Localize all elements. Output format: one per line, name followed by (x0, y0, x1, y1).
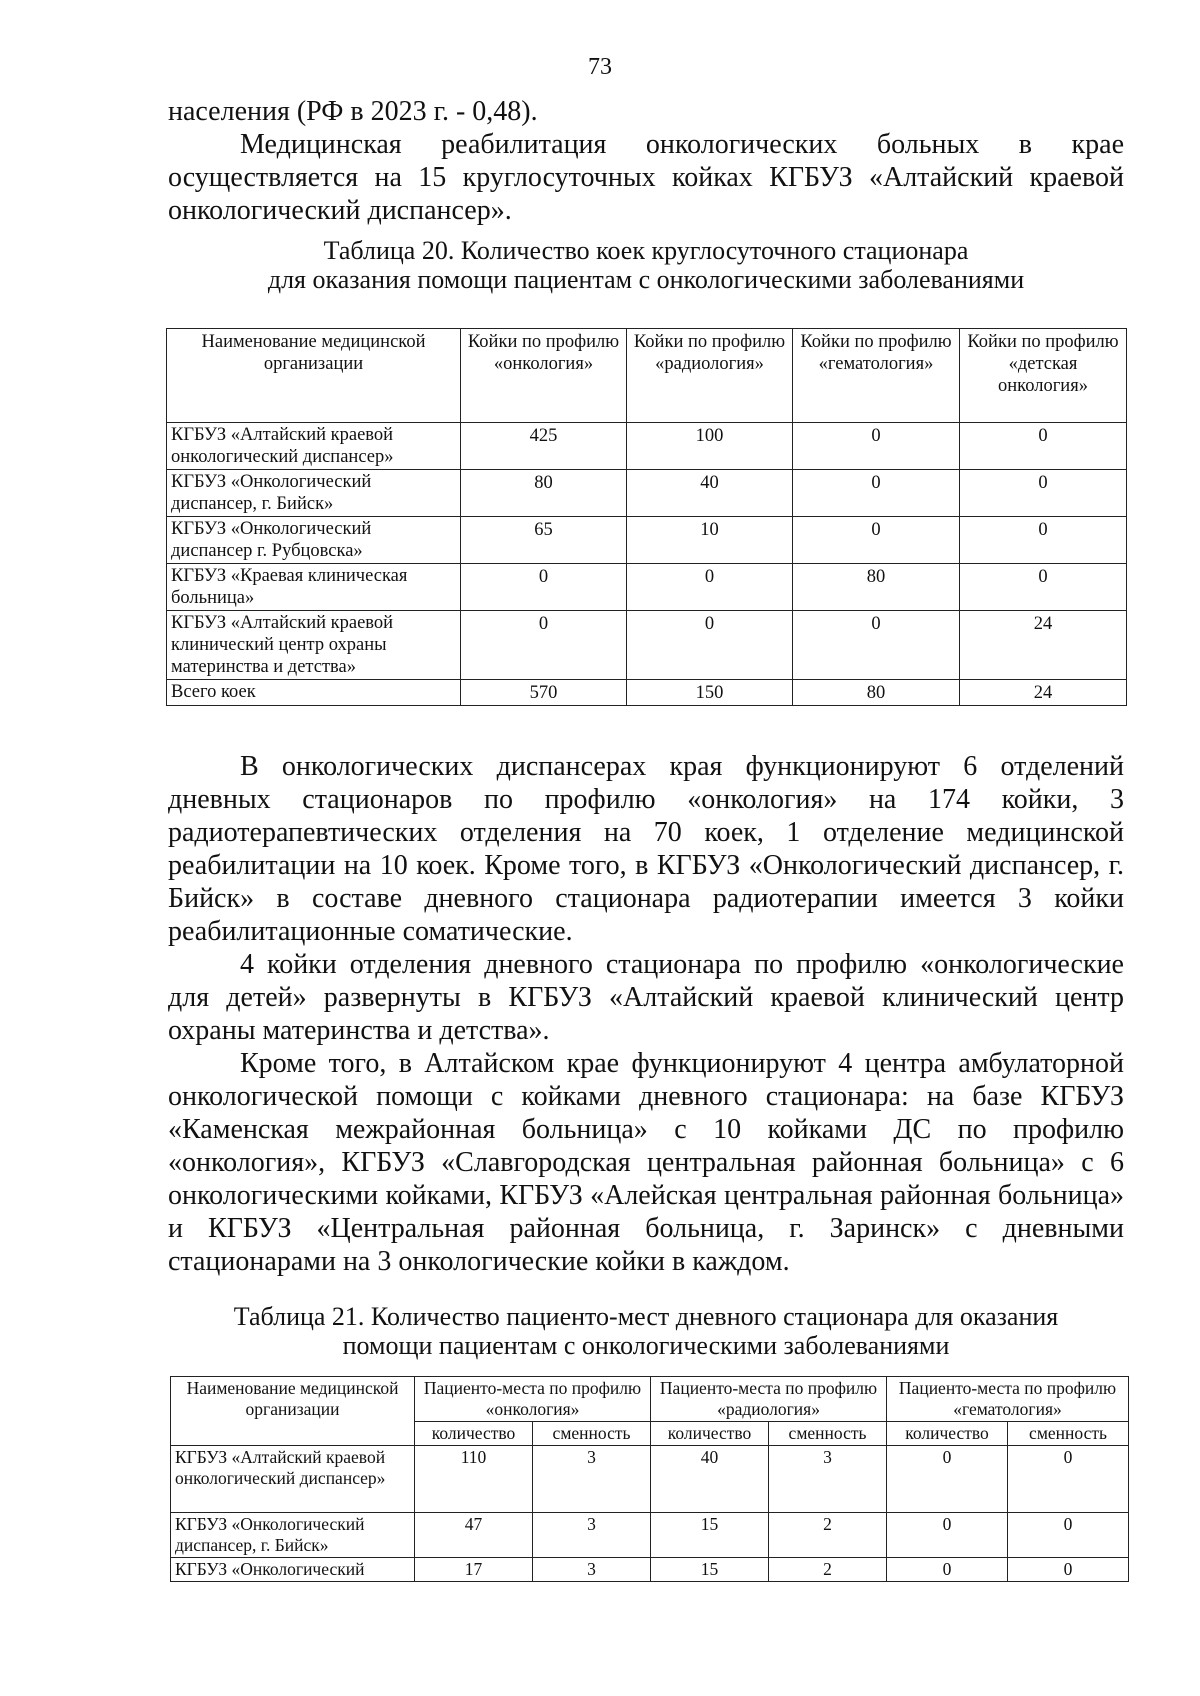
table20-value-cell: 0 (461, 611, 627, 680)
table20-value-cell: 0 (960, 470, 1127, 517)
table20-header-child-oncology: Койки по профилю «детская онкология» (960, 329, 1127, 423)
table21-org-cell: КГБУЗ «Алтайский краевой онкологический диспансер» (171, 1446, 415, 1513)
table21-value-cell: 3 (533, 1558, 651, 1582)
table21-day-hospital-places (170, 1376, 1129, 1582)
paragraph-continuation: населения (РФ в 2023 г. - 0,48). (168, 96, 538, 127)
table20-beds-round-the-clock (166, 328, 1127, 706)
table21-caption-line1: Таблица 21. Количество пациенто-мест дневного стационара для оказания (233, 1302, 1059, 1331)
table20-value-cell: 80 (461, 470, 627, 517)
table21-org-cell: КГБУЗ «Онкологический диспансер, г. Бийск» (171, 1513, 415, 1558)
table-row (171, 1513, 1129, 1558)
table-row (171, 1558, 1129, 1582)
table20-value-cell: 0 (627, 564, 793, 611)
table21-subheader-shifts: сменность (1008, 1422, 1129, 1446)
table20-value-cell: 0 (793, 423, 960, 470)
table21-value-cell: 47 (415, 1513, 533, 1558)
table20-value-cell: 0 (627, 611, 793, 680)
table20-caption-line1: Таблица 20. Количество коек круглосуточного стационара (323, 236, 969, 265)
table21-value-cell: 0 (887, 1558, 1008, 1582)
table21-caption (168, 1302, 1124, 1360)
table20-total-cell: 80 (793, 680, 960, 706)
table21-subheader-shifts: сменность (533, 1422, 651, 1446)
table20-value-cell: 0 (960, 423, 1127, 470)
paragraph-rehabilitation: Медицинская реабилитация онкологических больных в крае осуществляется на 15 круглосуточных койках КГБУЗ «Алтайский краевой онкологический диспансер». (168, 129, 1124, 226)
table20-value-cell: 80 (793, 564, 960, 611)
table21-value-cell: 3 (533, 1513, 651, 1558)
table20-header-hematology: Койки по профилю «гематология» (793, 329, 960, 423)
table21-value-cell: 110 (415, 1446, 533, 1513)
table20-value-cell: 24 (960, 611, 1127, 680)
table21-subheader-count: количество (651, 1422, 769, 1446)
table21-value-cell: 0 (1008, 1513, 1129, 1558)
table20-value-cell: 0 (793, 470, 960, 517)
table21-value-cell: 15 (651, 1513, 769, 1558)
table-row (171, 1446, 1129, 1513)
table20-org-cell: КГБУЗ «Алтайский краевой клинический центр охраны материнства и детства» (167, 611, 461, 680)
table20-header-org: Наименование медицинской организации (167, 329, 461, 423)
table-row (167, 564, 1127, 611)
table20-header-oncology: Койки по профилю «онкология» (461, 329, 627, 423)
paragraph-day-hospitals: В онкологических диспансерах края функционируют 6 отделений дневных стационаров по профилю «онкология» на 174 койки, 3 радиотерапевтических отделения на 70 коек, 1 отделение медицинской реабилитации на 10 коек. Кроме того, в КГБУЗ «Онкологический диспансер, г. Бийск» в составе дневного стационара радиотерапии имеется 3 койки реабилитационные соматические. (168, 751, 1124, 947)
table20-value-cell: 0 (793, 611, 960, 680)
table21-value-cell: 15 (651, 1558, 769, 1582)
table21-header-hematology: Пациенто-места по профилю «гематология» (887, 1377, 1129, 1422)
table20-caption (168, 236, 1124, 294)
table-row (167, 423, 1127, 470)
table21-value-cell: 0 (1008, 1446, 1129, 1513)
table-row (167, 470, 1127, 517)
table20-value-cell: 0 (461, 564, 627, 611)
paragraph-children-day-hospital: 4 койки отделения дневного стационара по профилю «онкологические для детей» развернуты в КГБУЗ «Алтайский краевой клинический центр охраны материнства и детства». (168, 949, 1124, 1046)
table20-org-cell: КГБУЗ «Онкологический диспансер, г. Бийск» (167, 470, 461, 517)
table21-value-cell: 0 (1008, 1558, 1129, 1582)
table20-value-cell: 0 (960, 564, 1127, 611)
table21-header-oncology: Пациенто-места по профилю «онкология» (415, 1377, 651, 1422)
table-row (167, 611, 1127, 680)
table21-value-cell: 3 (769, 1446, 887, 1513)
paragraph-ambulatory-centers: Кроме того, в Алтайском крае функционируют 4 центра амбулаторной онкологической помощи с койками дневного стационара: на базе КГБУЗ «Каменская межрайонная больница» с 10 койками ДС по профилю «онкология», КГБУЗ «Славгородская центральная районная больница» с 6 онкологическими койками, КГБУЗ «Алейская центральная районная больница» и КГБУЗ «Центральная районная больница, г. Заринск» с дневными стационарами на 3 онкологические койки в каждом. (168, 1048, 1124, 1277)
table20-value-cell: 65 (461, 517, 627, 564)
table21-subheader-count: количество (887, 1422, 1008, 1446)
table20-total-cell: 570 (461, 680, 627, 706)
table21-header-org: Наименование медицинской организации (171, 1377, 415, 1446)
table21-value-cell: 40 (651, 1446, 769, 1513)
table21-value-cell: 3 (533, 1446, 651, 1513)
table20-org-cell: КГБУЗ «Краевая клиническая больница» (167, 564, 461, 611)
table20-total-row (167, 680, 1127, 706)
table21-value-cell: 2 (769, 1513, 887, 1558)
table20-value-cell: 10 (627, 517, 793, 564)
table20-caption-line2: для оказания помощи пациентам с онкологическими заболеваниями (267, 265, 1025, 294)
page-number: 73 (588, 54, 612, 80)
table20-org-cell: КГБУЗ «Алтайский краевой онкологический диспансер» (167, 423, 461, 470)
table21-subheader-shifts: сменность (769, 1422, 887, 1446)
table21-header-radiology: Пациенто-места по профилю «радиология» (651, 1377, 887, 1422)
table20-value-cell: 425 (461, 423, 627, 470)
table21-subheader-count: количество (415, 1422, 533, 1446)
table21-value-cell: 2 (769, 1558, 887, 1582)
table20-value-cell: 40 (627, 470, 793, 517)
table20-header-row (167, 329, 1127, 423)
table-row (167, 517, 1127, 564)
table20-total-cell: 150 (627, 680, 793, 706)
table20-total-cell: 24 (960, 680, 1127, 706)
table21-value-cell: 17 (415, 1558, 533, 1582)
table21-org-cell: КГБУЗ «Онкологический (171, 1558, 415, 1582)
table20-org-cell: КГБУЗ «Онкологический диспансер г. Рубцовска» (167, 517, 461, 564)
table21-value-cell: 0 (887, 1513, 1008, 1558)
table20-value-cell: 100 (627, 423, 793, 470)
table20-value-cell: 0 (793, 517, 960, 564)
table21-value-cell: 0 (887, 1446, 1008, 1513)
table20-value-cell: 0 (960, 517, 1127, 564)
table20-header-radiology: Койки по профилю «радиология» (627, 329, 793, 423)
table20-total-label: Всего коек (167, 680, 461, 706)
table21-header-row (171, 1377, 1129, 1422)
table21-caption-line2: помощи пациентам с онкологическими заболеваниями (342, 1331, 950, 1360)
